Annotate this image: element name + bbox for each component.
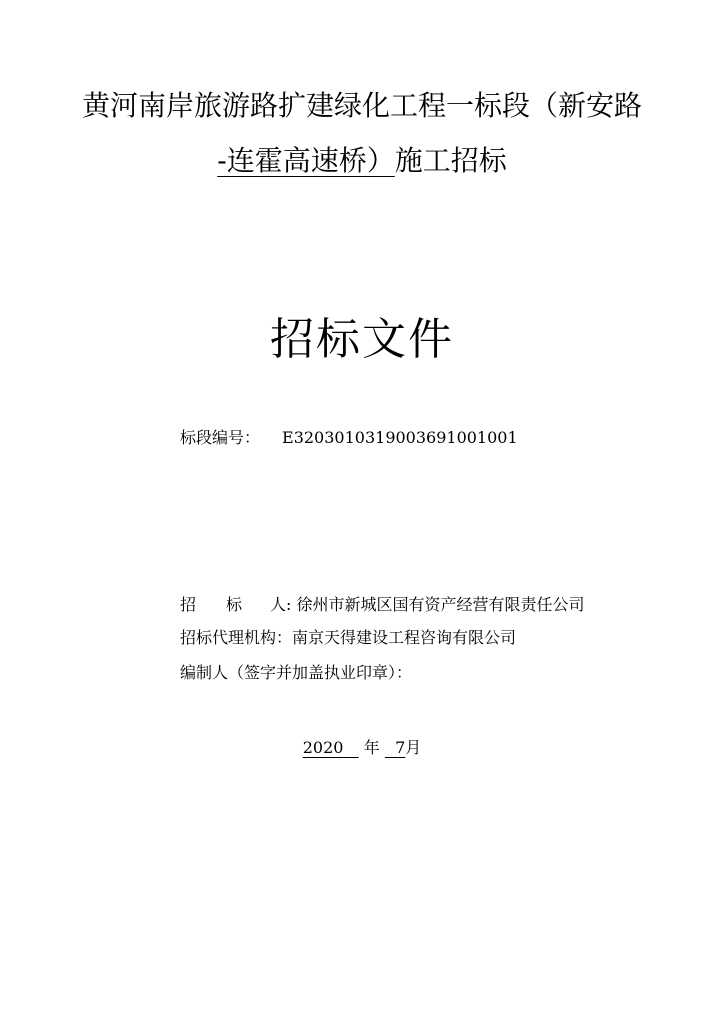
tenderer-separator: : bbox=[286, 595, 292, 614]
project-title-line-1 bbox=[40, 84, 684, 128]
tenderer-label bbox=[180, 595, 286, 614]
tenderer-row bbox=[180, 593, 585, 617]
project-title-text-1: 黄河南岸旅游路扩建绿化工程一标段（新安路 bbox=[81, 89, 642, 122]
document-title: 招标文件 bbox=[270, 314, 454, 365]
tenderer-label-char-3: 人 bbox=[270, 595, 287, 614]
date-month-value: 7 bbox=[395, 738, 406, 757]
date-row bbox=[0, 736, 724, 760]
bid-section-code-label: 标段编号： bbox=[180, 428, 261, 447]
tenderer-label-char-1: 招 bbox=[180, 595, 197, 614]
bid-section-code-row bbox=[180, 426, 518, 450]
date-year-value: 2020 bbox=[302, 738, 344, 757]
bid-section-code-value: E3203010319003691001001 bbox=[282, 428, 518, 447]
compiler-row bbox=[180, 661, 412, 685]
compiler-label: 编制人（签字并加盖执业印章）： bbox=[180, 663, 413, 682]
agency-row bbox=[180, 626, 516, 650]
project-title-underlined-segment: -连霍高速桥） bbox=[217, 144, 395, 177]
project-title-line-2 bbox=[40, 139, 684, 183]
project-title-text-2: 施工招标 bbox=[394, 144, 507, 177]
date-year bbox=[303, 738, 359, 757]
tenderer-value: 徐州市新城区国有资产经营有限责任公司 bbox=[296, 595, 585, 614]
date-month bbox=[385, 738, 405, 757]
agency-label: 招标代理机构： bbox=[180, 628, 293, 647]
date-year-unit: 年 bbox=[363, 738, 380, 757]
agency-value: 南京天得建设工程咨询有限公司 bbox=[292, 628, 517, 647]
tenderer-label-char-2: 标 bbox=[226, 595, 243, 614]
date-month-unit: 月 bbox=[405, 738, 422, 757]
